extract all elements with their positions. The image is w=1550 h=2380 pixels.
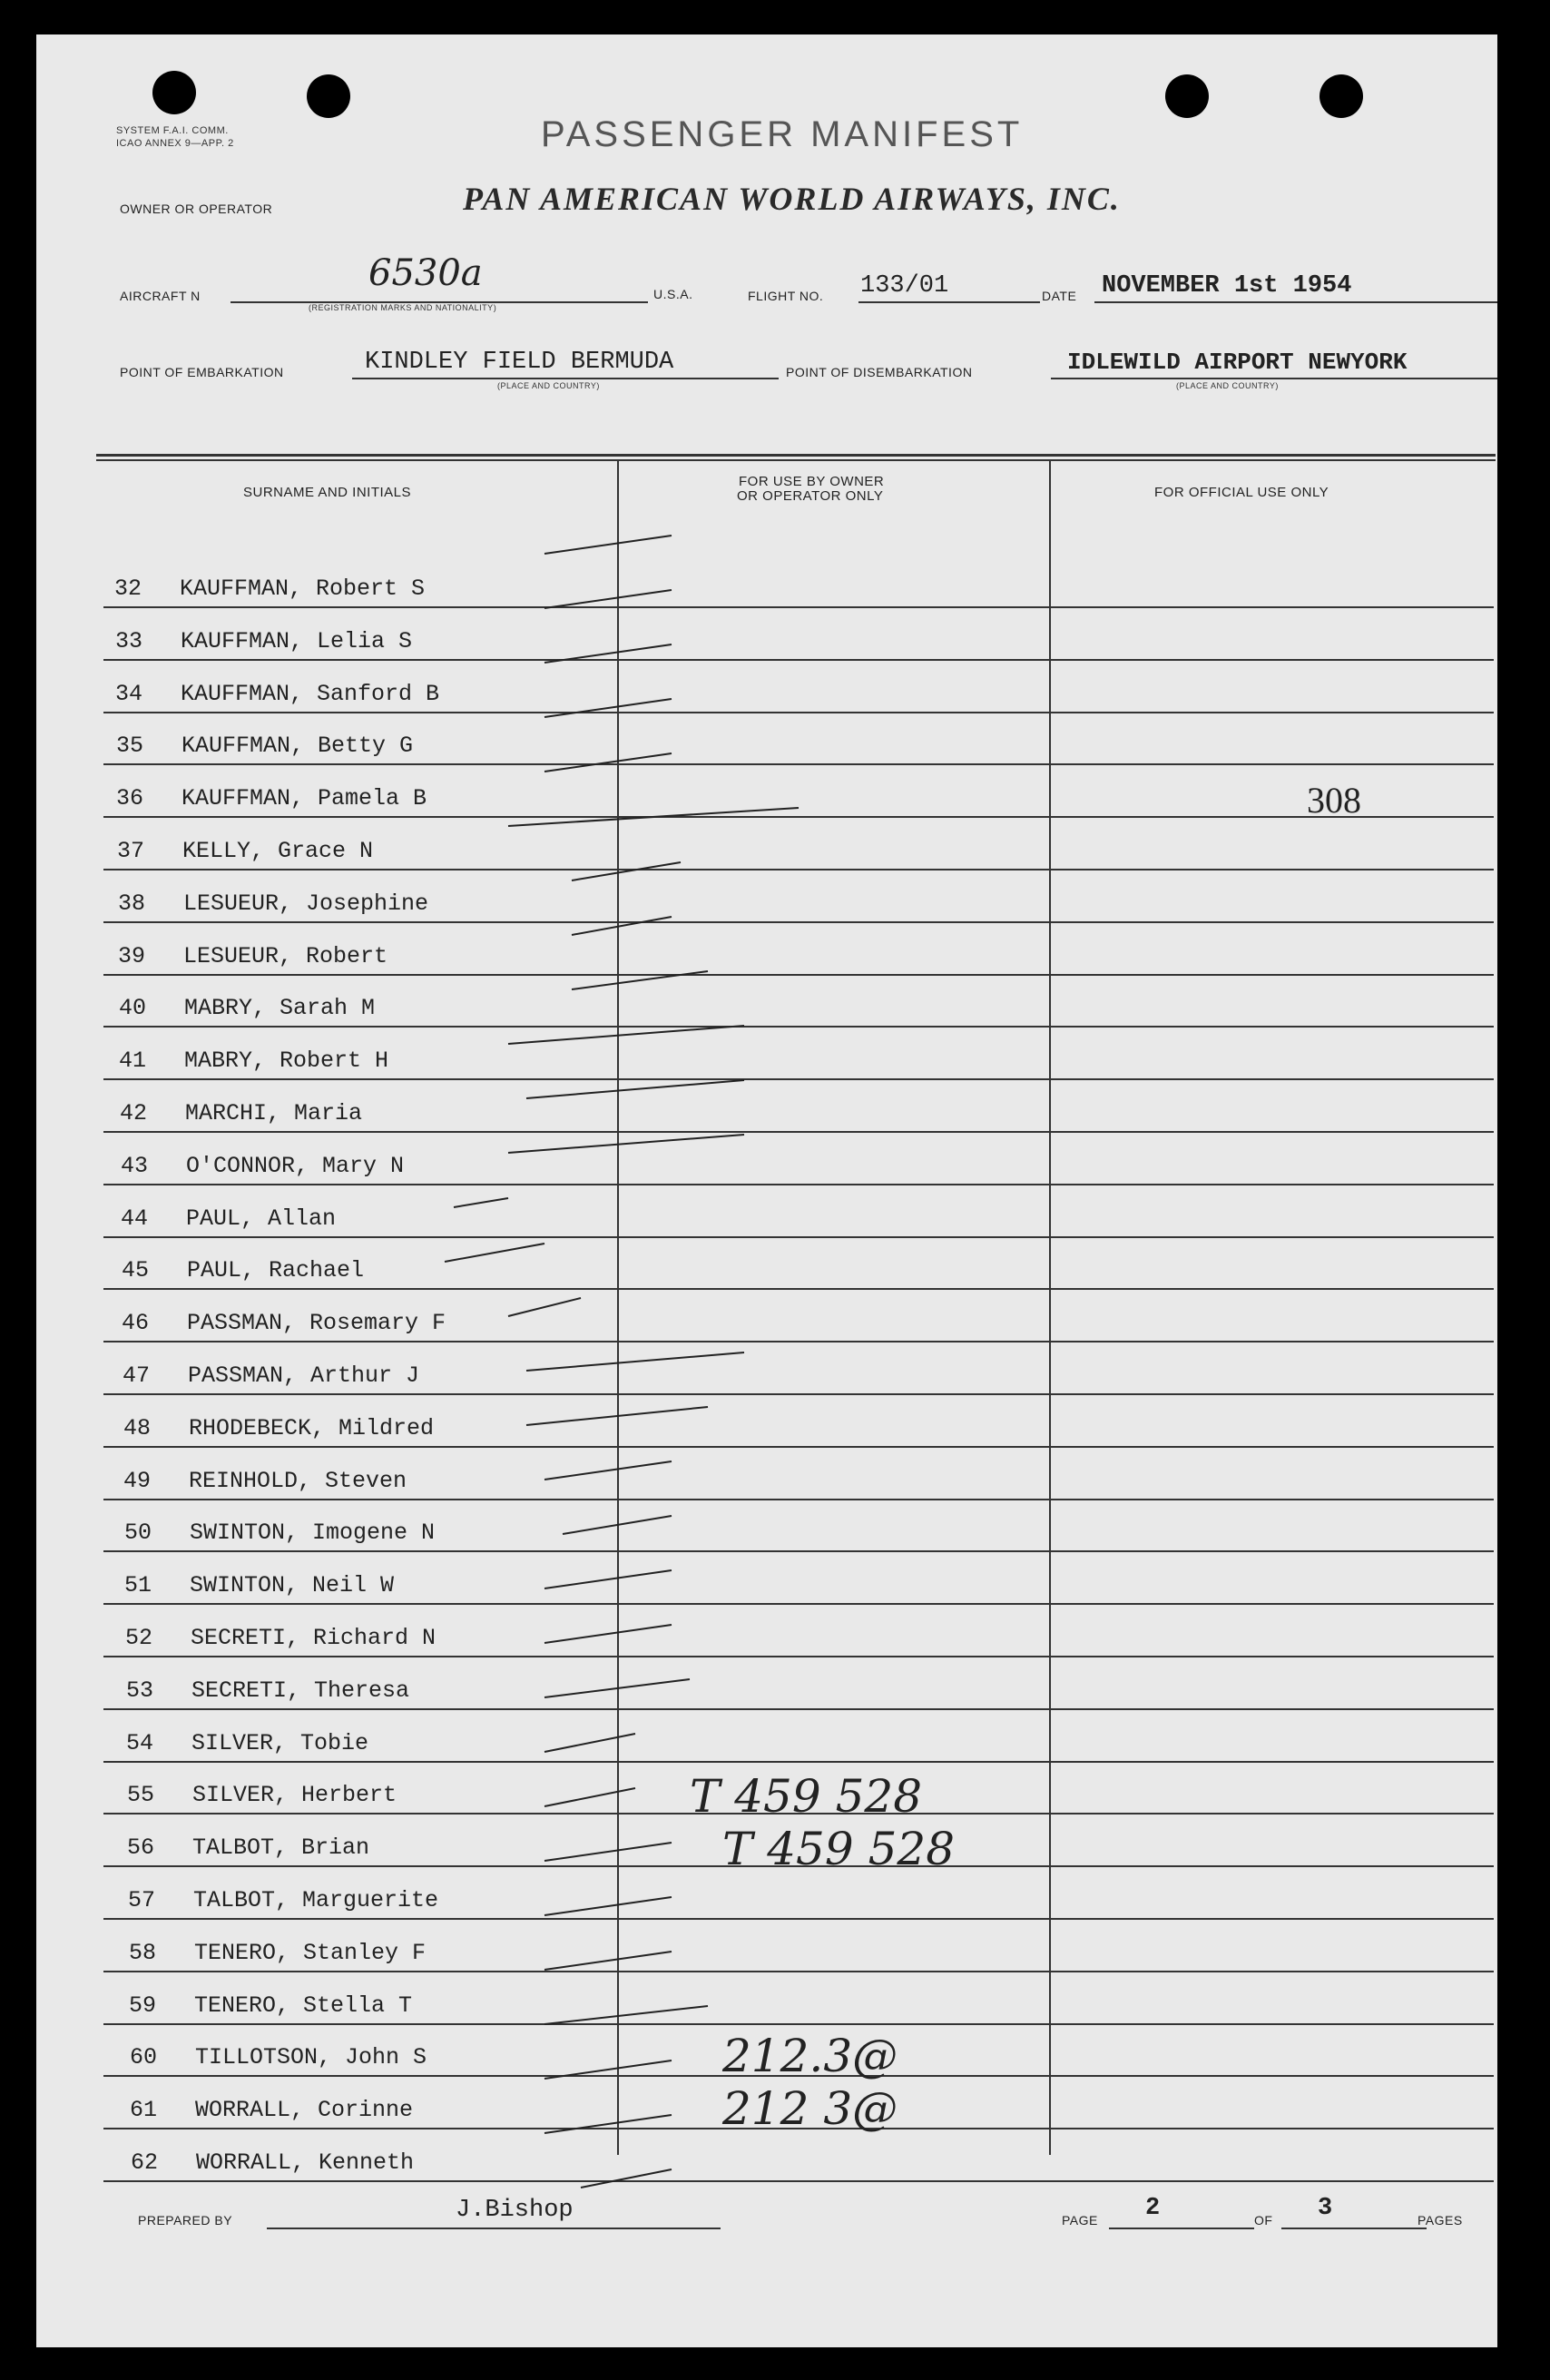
row-rule xyxy=(103,1603,1494,1605)
row-rule xyxy=(103,1184,1494,1185)
table-row xyxy=(36,1516,1497,1569)
passenger-name: LESUEUR, Josephine xyxy=(183,890,429,917)
passenger-number: 53 xyxy=(126,1677,154,1704)
table-row xyxy=(36,1044,1497,1097)
column-header-owner-1: FOR USE BY OWNER xyxy=(739,474,885,489)
table-row xyxy=(36,939,1497,992)
table-row xyxy=(36,991,1497,1044)
regulation-line-1: SYSTEM F.A.I. COMM. xyxy=(116,125,229,136)
prepared-value: J.Bishop xyxy=(456,2197,574,2224)
passenger-number: 46 xyxy=(122,1310,150,1336)
passenger-name: O'CONNOR, Mary N xyxy=(186,1153,405,1179)
column-header-owner-2: OR OPERATOR ONLY xyxy=(737,488,884,504)
row-rule xyxy=(103,1026,1494,1028)
official-note: 308 xyxy=(1307,780,1361,821)
passenger-number: 59 xyxy=(129,1992,157,2019)
table-row xyxy=(36,729,1497,782)
punch-hole xyxy=(307,74,350,118)
row-rule xyxy=(103,974,1494,976)
passenger-number: 52 xyxy=(125,1625,153,1651)
row-rule xyxy=(103,1550,1494,1552)
usa-label: U.S.A. xyxy=(653,287,693,301)
passenger-number: 55 xyxy=(127,1782,155,1808)
handwritten-ticket-56: T 459 528 xyxy=(690,1770,923,1823)
passenger-number: 60 xyxy=(130,2044,158,2070)
row-rule xyxy=(103,816,1494,818)
passenger-number: 54 xyxy=(126,1730,154,1756)
row-rule xyxy=(103,1131,1494,1133)
passenger-number: 34 xyxy=(115,681,143,707)
embark-caption: (PLACE AND COUNTRY) xyxy=(497,381,600,390)
page-label: PAGE xyxy=(1062,2213,1098,2228)
owner-value: PAN AMERICAN WORLD AIRWAYS, INC. xyxy=(463,181,1121,217)
row-rule xyxy=(103,1341,1494,1342)
passenger-name: SILVER, Tobie xyxy=(191,1730,369,1756)
date-label: DATE xyxy=(1042,289,1077,303)
row-rule xyxy=(103,712,1494,713)
table-row xyxy=(36,1202,1497,1254)
passenger-name: KAUFFMAN, Betty G xyxy=(181,733,414,759)
table-row xyxy=(36,1306,1497,1359)
row-rule xyxy=(103,2023,1494,2025)
passenger-number: 50 xyxy=(124,1519,152,1546)
disembark-label: POINT OF DISEMBARKATION xyxy=(786,365,973,379)
row-rule xyxy=(103,1288,1494,1290)
table-row xyxy=(36,1464,1497,1517)
table-row xyxy=(36,782,1497,834)
row-rule xyxy=(103,921,1494,923)
passenger-name: SECRETI, Richard N xyxy=(191,1625,437,1651)
table-row xyxy=(36,1097,1497,1149)
passenger-number: 58 xyxy=(129,1940,157,1966)
table-row xyxy=(36,625,1497,677)
column-header-name: SURNAME AND INITIALS xyxy=(243,485,412,500)
passenger-number: 37 xyxy=(117,838,145,864)
column-header-official: FOR OFFICIAL USE ONLY xyxy=(1154,485,1329,500)
handwritten-fare-61: 212.3@ xyxy=(722,2030,898,2082)
row-rule xyxy=(103,1446,1494,1448)
passenger-number: 38 xyxy=(118,890,146,917)
passenger-name: TENERO, Stanley F xyxy=(194,1940,427,1966)
passenger-name: SECRETI, Theresa xyxy=(191,1677,410,1704)
passenger-name: KAUFFMAN, Pamela B xyxy=(181,785,427,811)
passenger-number: 49 xyxy=(123,1468,152,1494)
table-row xyxy=(36,2146,1497,2198)
row-rule xyxy=(103,763,1494,765)
row-rule xyxy=(103,1656,1494,1657)
aircraft-label: AIRCRAFT N xyxy=(120,289,201,303)
regulation-line-2: ICAO ANNEX 9—APP. 2 xyxy=(116,138,234,149)
row-rule xyxy=(103,1236,1494,1238)
row-rule xyxy=(103,606,1494,608)
prepared-label: PREPARED BY xyxy=(138,2213,233,2228)
flight-value: 133/01 xyxy=(860,272,949,300)
passenger-number: 36 xyxy=(116,785,144,811)
disembark-value: IDLEWILD AIRPORT NEWYORK xyxy=(1067,349,1408,376)
page-number: 2 xyxy=(1145,2195,1161,2222)
passenger-number: 45 xyxy=(122,1257,150,1283)
passenger-name: WORRALL, Kenneth xyxy=(196,2149,415,2176)
punch-hole xyxy=(1319,74,1363,118)
table-row xyxy=(36,1359,1497,1411)
punch-hole xyxy=(1165,74,1209,118)
passenger-number: 56 xyxy=(127,1834,155,1861)
check-mark xyxy=(544,536,672,554)
passenger-number: 57 xyxy=(128,1887,156,1913)
passenger-name: TALBOT, Marguerite xyxy=(193,1887,439,1913)
row-rule xyxy=(103,869,1494,870)
manifest-page xyxy=(36,34,1497,2347)
row-rule xyxy=(103,1971,1494,1972)
passenger-name: PASSMAN, Arthur J xyxy=(188,1362,420,1389)
aircraft-caption: (REGISTRATION MARKS AND NATIONALITY) xyxy=(309,303,497,312)
passenger-number: 43 xyxy=(121,1153,149,1179)
passenger-name: KELLY, Grace N xyxy=(182,838,374,864)
table-row xyxy=(36,572,1497,625)
passenger-number: 62 xyxy=(131,2149,159,2176)
passenger-name: PAUL, Allan xyxy=(186,1205,337,1232)
passenger-name: KAUFFMAN, Lelia S xyxy=(181,628,413,654)
page-total: 3 xyxy=(1318,2195,1333,2222)
row-rule xyxy=(103,2180,1494,2182)
passenger-name: MABRY, Sarah M xyxy=(184,995,376,1021)
row-rule xyxy=(103,1078,1494,1080)
passenger-name: REINHOLD, Steven xyxy=(189,1468,407,1494)
passenger-number: 40 xyxy=(119,995,147,1021)
owner-label: OWNER OR OPERATOR xyxy=(120,202,273,216)
row-rule xyxy=(103,1393,1494,1395)
table-row xyxy=(36,677,1497,730)
handwritten-fare-62: 212 3@ xyxy=(722,2082,898,2135)
passenger-name: SILVER, Herbert xyxy=(192,1782,397,1808)
table-row xyxy=(36,1883,1497,1936)
passenger-name: KAUFFMAN, Sanford B xyxy=(181,681,440,707)
table-row xyxy=(36,1569,1497,1621)
row-rule xyxy=(103,659,1494,661)
table-row xyxy=(36,1411,1497,1464)
table-row xyxy=(36,1936,1497,1989)
table-row xyxy=(36,1621,1497,1674)
table-row xyxy=(36,1149,1497,1202)
passenger-name: TILLOTSON, John S xyxy=(195,2044,427,2070)
date-value: NOVEMBER 1st 1954 xyxy=(1102,272,1352,300)
embark-value: KINDLEY FIELD BERMUDA xyxy=(365,349,674,376)
flight-label: FLIGHT NO. xyxy=(748,289,824,303)
punch-hole xyxy=(152,71,196,114)
passenger-name: SWINTON, Neil W xyxy=(190,1572,395,1598)
passenger-number: 47 xyxy=(123,1362,151,1389)
passenger-name: KAUFFMAN, Robert S xyxy=(180,575,426,602)
handwritten-ticket-57: T 459 528 xyxy=(722,1823,956,1875)
passenger-name: MARCHI, Maria xyxy=(185,1100,363,1126)
aircraft-value: 6530a xyxy=(368,252,483,294)
passenger-name: MABRY, Robert H xyxy=(184,1047,389,1074)
table-row xyxy=(36,834,1497,887)
passenger-name: PAUL, Rachael xyxy=(187,1257,365,1283)
passenger-number: 42 xyxy=(120,1100,148,1126)
passenger-number: 33 xyxy=(115,628,143,654)
page-title: PASSENGER MANIFEST xyxy=(541,114,1024,154)
disembark-caption: (PLACE AND COUNTRY) xyxy=(1176,381,1279,390)
passenger-number: 35 xyxy=(116,733,144,759)
passenger-name: TENERO, Stella T xyxy=(194,1992,413,2019)
table-row xyxy=(36,887,1497,939)
passenger-name: TALBOT, Brian xyxy=(192,1834,370,1861)
passenger-number: 61 xyxy=(130,2097,158,2123)
pages-label: PAGES xyxy=(1418,2213,1463,2228)
table-row xyxy=(36,1674,1497,1726)
row-rule xyxy=(103,1918,1494,1920)
passenger-name: RHODEBECK, Mildred xyxy=(189,1415,435,1441)
row-rule xyxy=(103,1708,1494,1710)
passenger-name: SWINTON, Imogene N xyxy=(190,1519,436,1546)
row-rule xyxy=(103,1761,1494,1763)
passenger-name: PASSMAN, Rosemary F xyxy=(187,1310,446,1336)
passenger-number: 51 xyxy=(124,1572,152,1598)
embark-label: POINT OF EMBARKATION xyxy=(120,365,284,379)
passenger-number: 41 xyxy=(119,1047,147,1074)
passenger-number: 39 xyxy=(118,943,146,969)
passenger-name: LESUEUR, Robert xyxy=(183,943,388,969)
passenger-number: 48 xyxy=(123,1415,152,1441)
passenger-number: 44 xyxy=(121,1205,149,1232)
passenger-number: 32 xyxy=(114,575,142,602)
row-rule xyxy=(103,1499,1494,1500)
of-label: OF xyxy=(1254,2213,1273,2228)
passenger-name: WORRALL, Corinne xyxy=(195,2097,414,2123)
table-row xyxy=(36,1254,1497,1306)
